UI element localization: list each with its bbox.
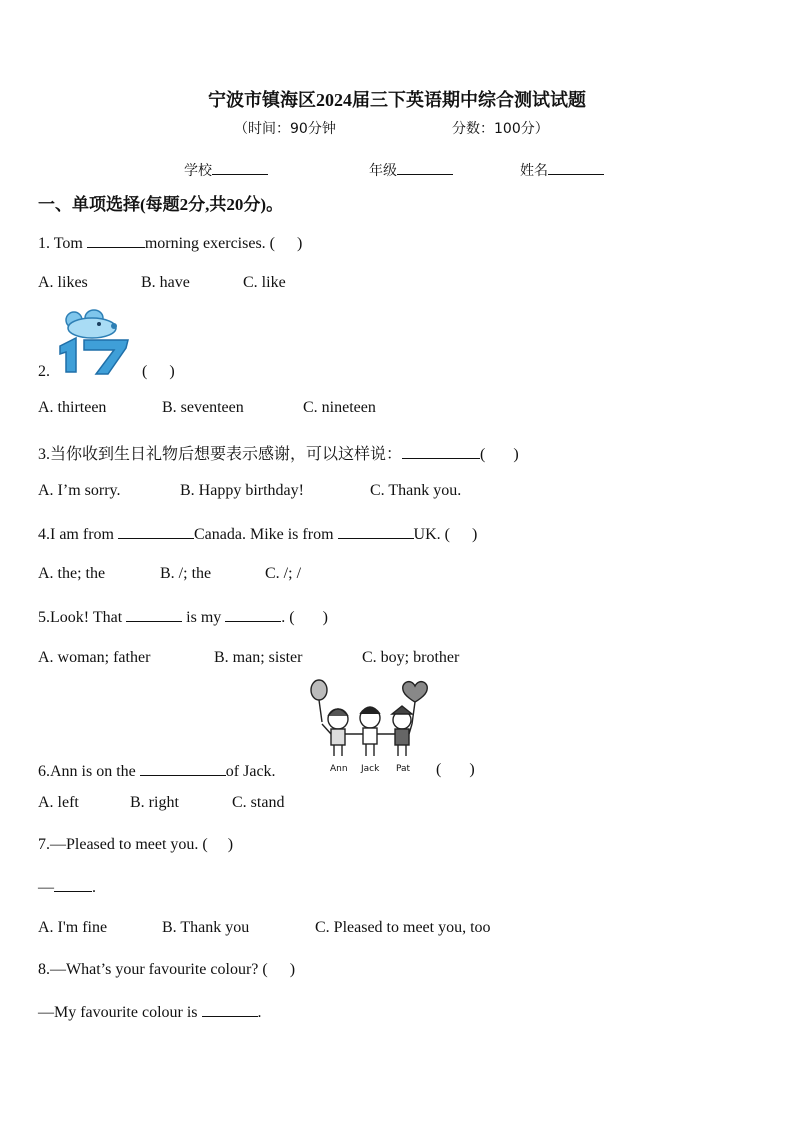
q8-answer: —My favourite colour is [38,1004,198,1021]
q2-paren [142,363,175,381]
q8-end: . [257,1004,262,1021]
q4-blank-2[interactable] [338,524,414,539]
q3-open: ( [480,446,486,463]
name-jack: Jack [361,764,380,774]
q4-option-c[interactable]: C. /; / [265,565,302,582]
q6-option-a[interactable]: A. left [38,794,79,811]
q1-blank[interactable] [87,233,145,248]
q2-option-b[interactable]: B. seventeen [162,399,244,416]
q5-option-a[interactable]: A. woman; father [38,649,151,666]
q2-option-c[interactable]: C. nineteen [303,399,376,416]
q8-blank[interactable] [202,1002,258,1017]
q7-end: . [92,879,96,896]
q5-option-b[interactable]: B. man; sister [214,649,303,666]
q4-close: ) [471,526,478,543]
q6-open: ( [436,761,442,778]
q1-option-b[interactable]: B. have [141,274,190,291]
q4-option-b[interactable]: B. /; the [160,565,212,582]
exam-score: 分数：100分） [452,121,549,137]
q7-answer-line [38,877,96,897]
q4-stem-a: 4.I am from [38,526,114,543]
q3-stem: 3.当你收到生日礼物后想要表示感谢，可以这样说： [38,446,403,463]
grade-blank[interactable] [397,160,453,175]
q5-stem-b: is my [186,609,222,626]
q1-stem-b: morning exercises. ( [144,235,275,252]
q2-close: ) [169,363,175,380]
grade-label: 年级 [369,163,397,179]
q7-close: ) [227,836,234,853]
q7-option-c[interactable]: C. Pleased to meet you, too [315,919,491,936]
school-blank[interactable] [212,160,268,175]
q7-stem: 7.—Pleased to meet you. ( [38,836,208,853]
q5-blank-2[interactable] [225,607,281,622]
school-label: 学校 [184,163,212,179]
q5-close: ) [322,609,328,626]
q8-answer-line [38,1002,262,1022]
exam-time: （时间：90分钟 [234,121,336,137]
name-field[interactable] [520,160,604,180]
q3-blank[interactable] [402,444,480,459]
q8-close: ) [289,961,296,978]
q3-close: ) [513,446,519,463]
q4-blank-1[interactable] [118,524,194,539]
q5-stem-c: . ( [281,609,295,626]
q6-paren [436,761,475,779]
q4-stem-c: UK. ( [413,526,450,543]
q6-option-b[interactable]: B. right [130,794,179,811]
q4-stem-b: Canada. Mike is from [193,526,334,543]
q2-number: 2. [38,363,50,380]
grade-field[interactable] [369,160,453,180]
q5-stem-a: 5.Look! That [38,609,123,626]
q7-dash: — [38,879,54,896]
q7-blank[interactable] [54,877,92,892]
question-5 [38,607,328,627]
question-6 [38,761,276,781]
question-7 [38,836,233,854]
q1-option-c[interactable]: C. like [243,274,286,291]
q7-option-b[interactable]: B. Thank you [162,919,250,936]
q4-option-a[interactable]: A. the; the [38,565,106,582]
q3-option-c[interactable]: C. Thank you. [370,482,462,499]
page-title: 宁波市镇海区2024届三下英语期中综合测试试题 [208,90,586,110]
school-field[interactable] [184,160,268,180]
q1-option-a[interactable]: A. likes [38,274,88,291]
question-3 [38,441,519,464]
q6-option-c[interactable]: C. stand [232,794,285,811]
question-1 [38,233,302,253]
question-8 [38,961,295,979]
q3-option-b[interactable]: B. Happy birthday! [180,482,304,499]
q6-stem-b: of Jack. [225,763,276,780]
name-pat: Pat [396,764,411,774]
mouse-seventeen-picture [54,308,134,378]
section-heading: 一、单项选择(每题2分,共20分)。 [38,195,284,214]
name-blank[interactable] [548,160,604,175]
q6-stem-a: 6.Ann is on the [38,763,136,780]
q6-close: ) [469,761,475,778]
q5-option-c[interactable]: C. boy; brother [362,649,460,666]
name-ann: Ann [330,764,348,774]
q7-option-a[interactable]: A. I'm fine [38,919,108,936]
children-balloons-picture [298,676,438,776]
q6-blank[interactable] [140,761,226,776]
name-label: 姓名 [520,163,548,179]
q2-open: ( [142,363,148,380]
q1-stem-a: 1. Tom [38,235,83,252]
q1-close: ) [297,235,303,252]
q2-option-a[interactable]: A. thirteen [38,399,107,416]
q3-option-a[interactable]: A. I’m sorry. [38,482,121,499]
q5-blank-1[interactable] [126,607,182,622]
question-4 [38,524,477,544]
q8-stem: 8.—What’s your favourite colour? ( [38,961,268,978]
